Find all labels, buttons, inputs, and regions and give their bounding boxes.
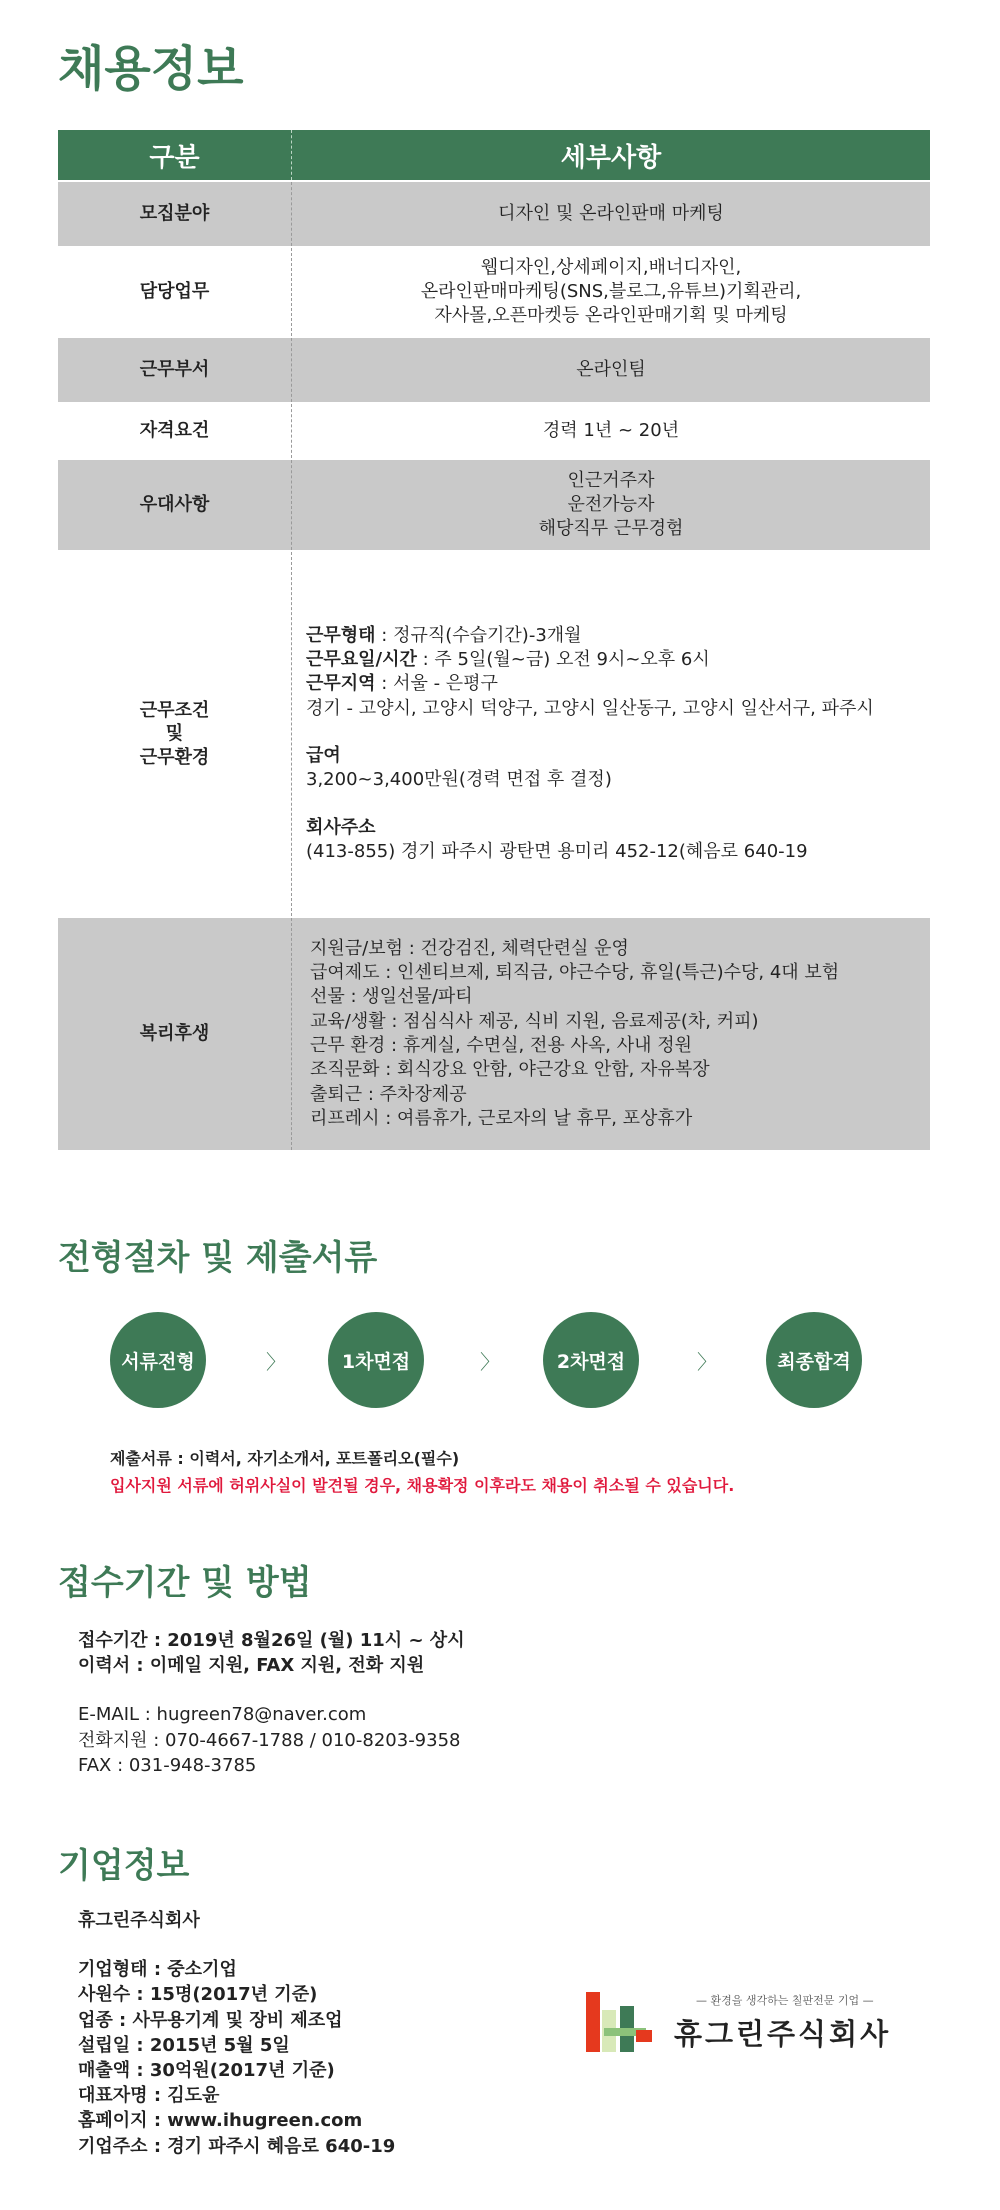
recruit-title: 채용정보 [58, 41, 244, 97]
conditions-label-1: 근무조건 [139, 699, 210, 721]
row-value-line: 온라인판매마케팅(SNS,블로그,유튜브)기획관리, [420, 280, 802, 302]
address-label: 회사주소 [306, 816, 376, 838]
welfare-line: 리프레시 : 여름휴가, 근로자의 날 휴무, 포상휴가 [310, 1107, 693, 1129]
logo-tagline: — 환경을 생각하는 칠판전문 기업 — [696, 1994, 874, 2007]
row-value-line: 디자인 및 온라인판매 마케팅 [498, 202, 724, 224]
work-type-value: : 정규직(수습기간)-3개월 [375, 624, 582, 646]
company-title: 기업정보 [58, 1846, 190, 1886]
row-value-line: 해당직무 근무경험 [538, 518, 684, 540]
welfare-line: 교육/생활 : 점심식사 제공, 식비 지원, 음료제공(차, 커피) [310, 1010, 759, 1032]
company-name: 휴그린주식회사 [78, 1910, 200, 1931]
row-label: 우대사항 [58, 460, 292, 550]
row-label: 자격요건 [58, 404, 292, 458]
table-row-welfare [58, 918, 930, 1152]
company-industry: 업종 : 사무용기계 및 장비 제조업 [78, 2009, 343, 2031]
company-type: 기업형태 : 중소기업 [78, 1959, 237, 1981]
step-first-interview: 1차면접 [328, 1312, 424, 1408]
conditions-label-3: 근무환경 [139, 746, 210, 768]
header-details: 세부사항 [560, 142, 662, 173]
table-row-conditions [58, 552, 930, 918]
salary-label: 급여 [306, 745, 341, 766]
row-value-line: 온라인팀 [576, 358, 646, 380]
company-revenue: 매출액 : 30억원(2017년 기준) [78, 2059, 335, 2081]
work-area-label: 근무지역 [306, 673, 376, 695]
company-address: 기업주소 : 경기 파주시 혜음로 640-19 [78, 2135, 396, 2157]
apply-period: 접수기간 : 2019년 8월26일 (월) 11시 ~ 상시 [78, 1630, 465, 1651]
conditions-label-2: 및 [165, 723, 184, 745]
table-row [58, 460, 930, 552]
row-label: 모집분야 [58, 182, 292, 246]
welfare-line: 조직문화 : 회식강요 안함, 야근강요 안함, 자유복장 [310, 1059, 710, 1081]
welfare-line: 급여제도 : 인센티브제, 퇴직금, 야근수당, 휴일(특근)수당, 4대 보험 [310, 962, 840, 984]
table-row [58, 248, 930, 338]
salary-value: 3,200~3,400만원(경력 면접 후 결정) [306, 769, 612, 791]
work-type-line [306, 624, 582, 648]
table-row [58, 404, 930, 460]
logo-mark-icon [586, 1992, 666, 2054]
row-value [292, 248, 930, 336]
work-area-line [306, 672, 498, 696]
required-documents: 제출서류 : 이력서, 자기소개서, 포트폴리오(필수) [110, 1449, 460, 1468]
step-document-screening: 서류전형 [110, 1312, 206, 1408]
row-label [58, 552, 292, 916]
company-homepage: 홈페이지 : www.ihugreen.com [78, 2110, 363, 2132]
welfare-line: 출퇴근 : 주차장제공 [310, 1083, 467, 1105]
row-value-line: 웹디자인,상세페이지,배너디자인, [480, 256, 742, 278]
company-employees: 사원수 : 15명(2017년 기준) [78, 1984, 318, 2006]
chevron-right-icon: 〉 [266, 1350, 286, 1374]
recruit-table [58, 130, 930, 1152]
warning-text: 입사지원 서류에 허위사실이 발견될 경우, 채용확정 이후라도 채용이 취소될 수 있습니다. [110, 1476, 735, 1495]
company-logo [586, 1988, 906, 2058]
work-hours-line [306, 648, 710, 672]
address-value: (413-855) 경기 파주시 광탄면 용미리 452-12(혜음로 640-19 [306, 840, 808, 862]
row-value [292, 460, 930, 550]
work-area-value: : 서울 - 은평구 [375, 673, 498, 695]
apply-title: 접수기간 및 방법 [58, 1563, 312, 1603]
work-type-label: 근무형태 [306, 624, 376, 646]
row-value [292, 918, 930, 1150]
row-value-line: 자사몰,오픈마켓등 온라인판매기획 및 마케팅 [434, 305, 788, 327]
process-title: 전형절차 및 제출서류 [58, 1238, 378, 1278]
row-label: 근무부서 [58, 338, 292, 402]
welfare-line: 근무 환경 : 휴게실, 수면실, 전용 사옥, 사내 정원 [310, 1035, 692, 1056]
table-row [58, 182, 930, 248]
row-value [292, 552, 930, 916]
row-value-line: 경력 1년 ~ 20년 [542, 419, 680, 441]
table-header [58, 130, 930, 182]
company-founded: 설립일 : 2015년 5월 5일 [78, 2034, 290, 2056]
process-steps [0, 1312, 1000, 1412]
apply-fax: FAX : 031-948-3785 [78, 1754, 257, 1776]
step-final-acceptance: 최종합격 [766, 1312, 862, 1408]
row-value [292, 338, 930, 402]
chevron-right-icon: 〉 [697, 1350, 717, 1374]
apply-phone: 전화지원 : 070-4667-1788 / 010-8203-9358 [78, 1729, 461, 1751]
row-value-line: 인근거주자 [567, 469, 655, 491]
work-hours-label: 근무요일/시간 [306, 649, 417, 671]
row-value [292, 182, 930, 246]
chevron-right-icon: 〉 [480, 1350, 500, 1374]
table-row [58, 338, 930, 404]
apply-resume: 이력서 : 이메일 지원, FAX 지원, 전화 지원 [78, 1655, 425, 1677]
header-category: 구분 [58, 130, 292, 180]
row-value [292, 404, 930, 458]
apply-info [78, 1628, 465, 1778]
apply-email: E-MAIL : hugreen78@naver.com [78, 1704, 367, 1726]
step-second-interview: 2차면접 [543, 1312, 639, 1408]
welfare-line: 지원금/보험 : 건강검진, 체력단련실 운영 [310, 937, 629, 959]
company-info [78, 1908, 395, 2159]
row-label: 담당업무 [58, 248, 292, 336]
row-label: 복리후생 [58, 918, 292, 1150]
company-ceo: 대표자명 : 김도윤 [78, 2085, 220, 2107]
work-area-line-2: 경기 - 고양시, 고양시 덕양구, 고양시 일산동구, 고양시 일산서구, 파주시 [306, 697, 874, 719]
row-value-line: 운전가능자 [567, 493, 655, 515]
submission-notes [110, 1446, 734, 1500]
logo-wordmark: 휴그린주식회사 [674, 2017, 892, 2051]
work-hours-value: : 주 5일(월~금) 오전 9시~오후 6시 [416, 649, 710, 671]
welfare-line: 선물 : 생일선물/파티 [310, 986, 473, 1008]
